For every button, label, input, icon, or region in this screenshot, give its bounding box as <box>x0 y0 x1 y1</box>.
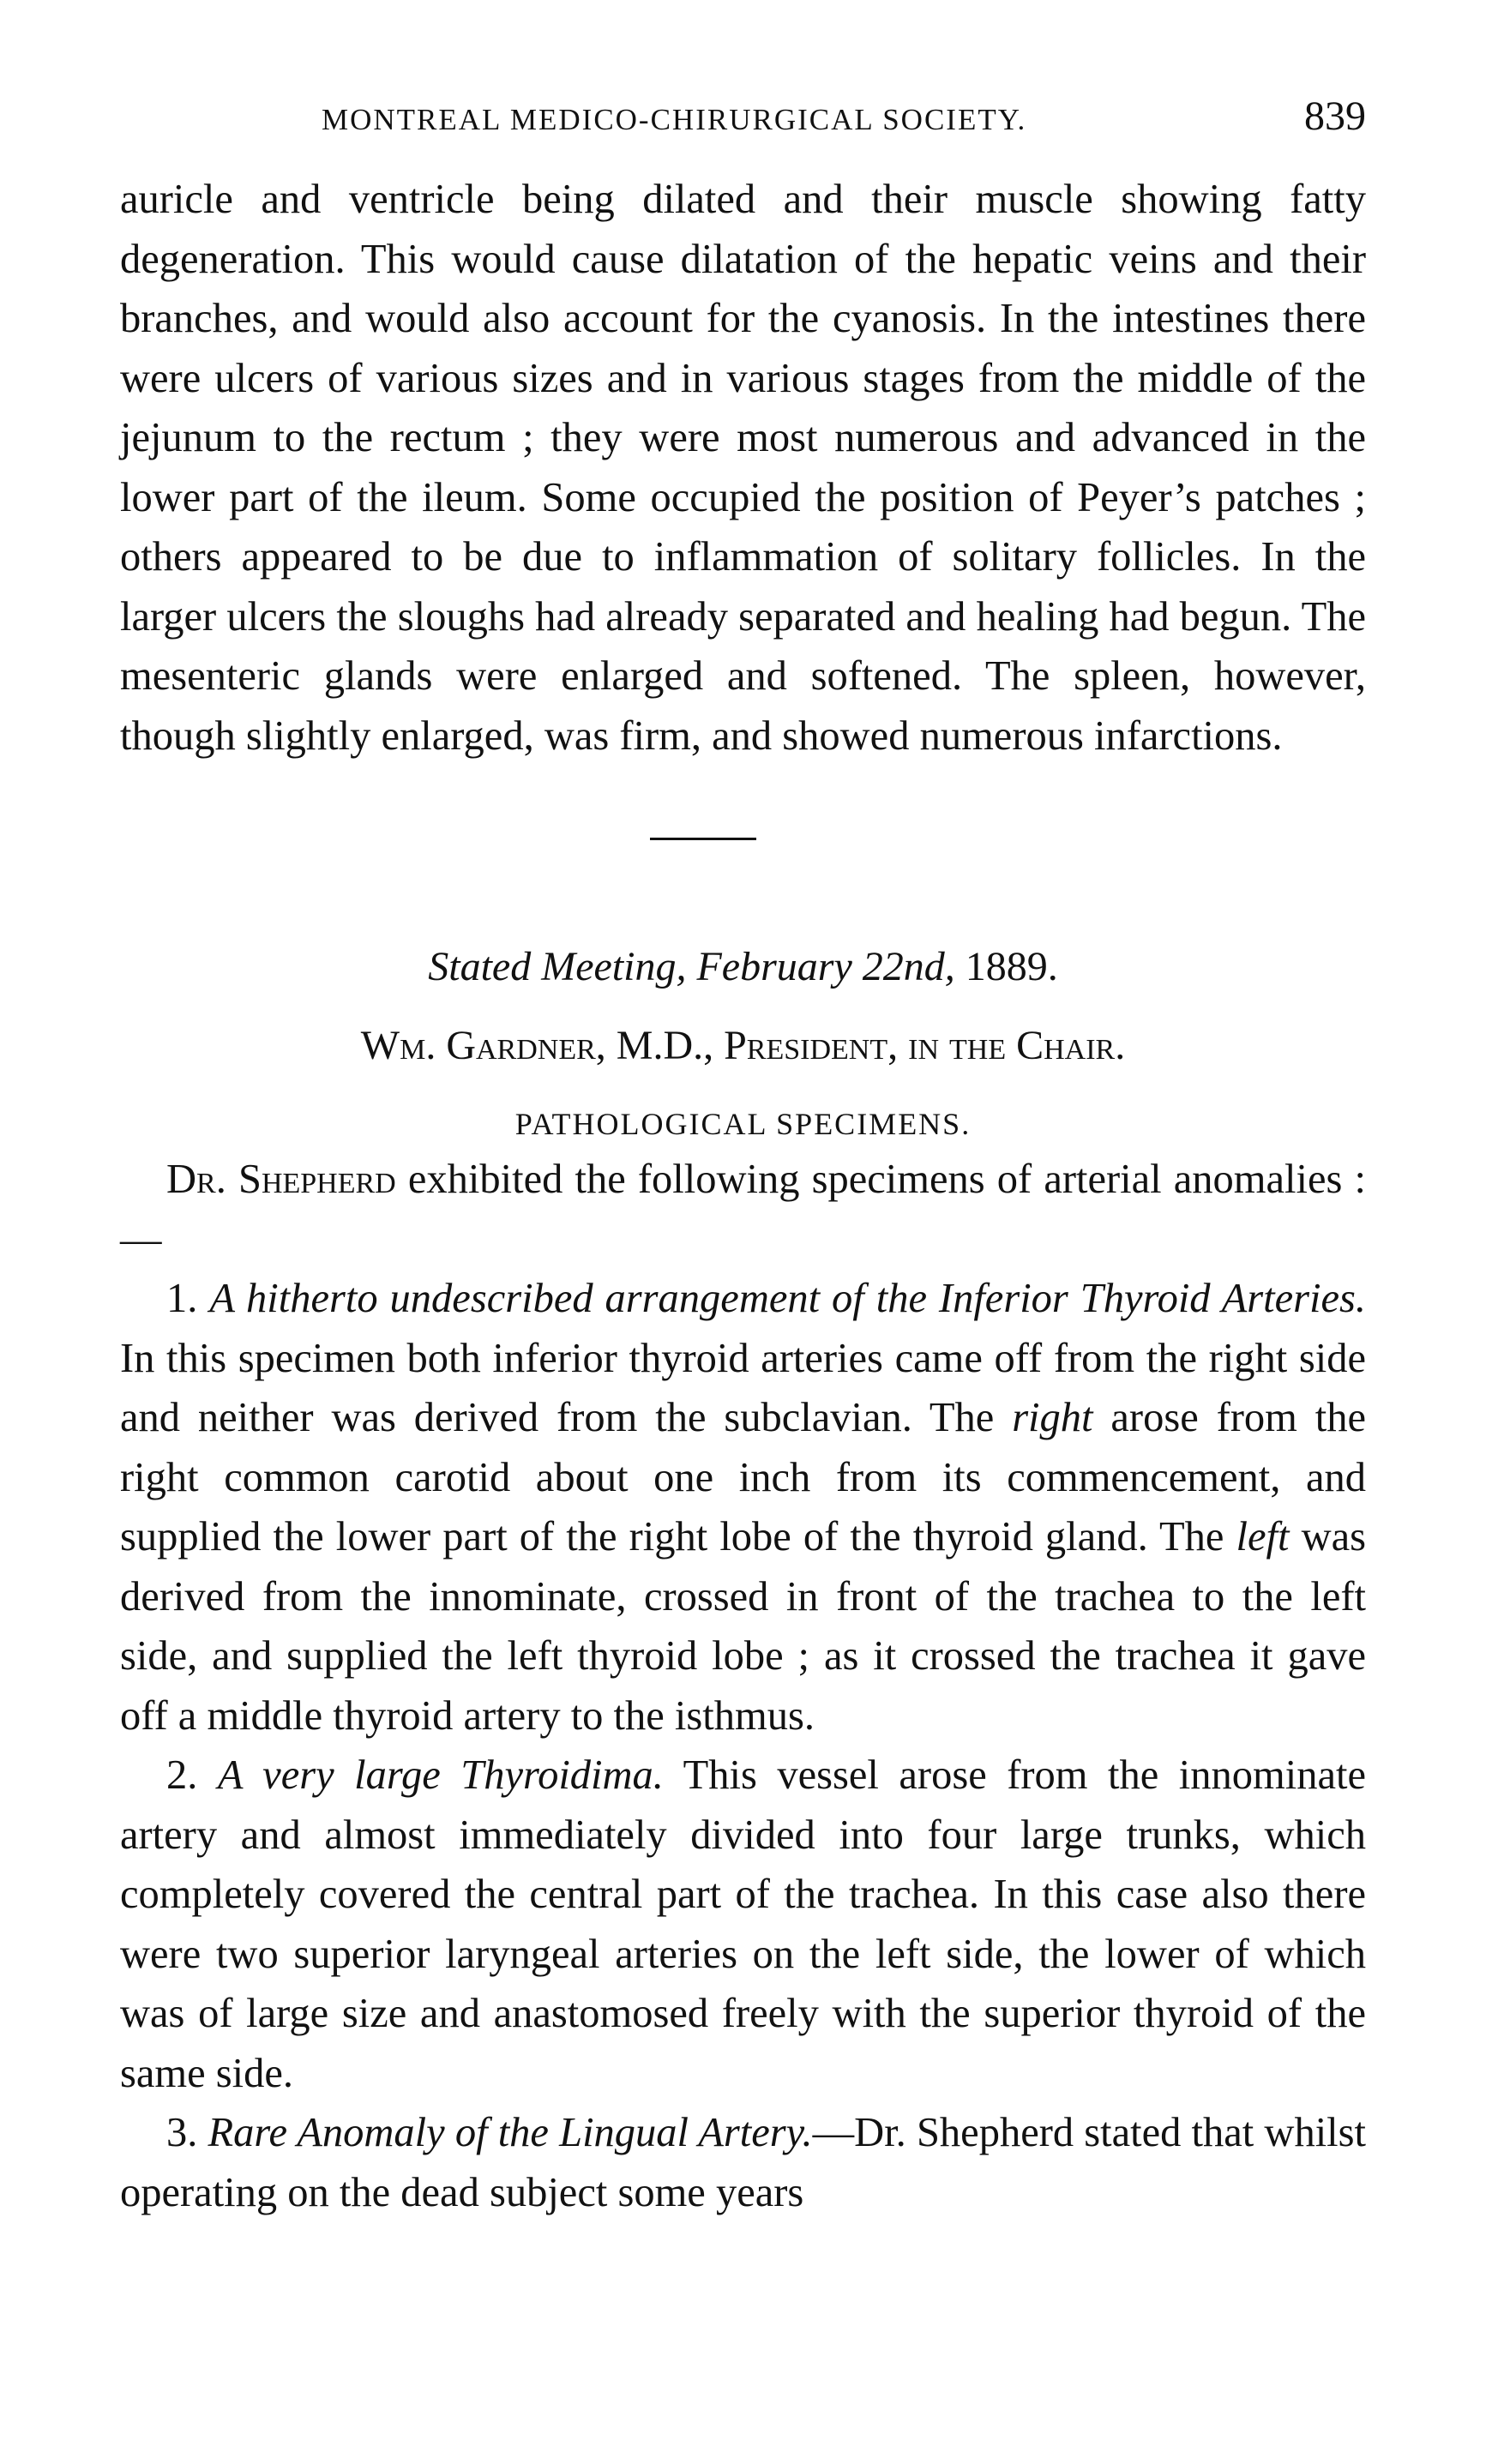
item-text: This vessel arose from the innominate artery and almost immediately divided into four large trunks, which completely covered the central part of the trachea. In this case also there were two superior laryngeal arteries on the left side, the lower of which was of large size and anastomosed freely with the superior thyroid of the same side. <box>120 1752 1367 2096</box>
item-title: A very large Thyroidima. <box>217 1752 664 1798</box>
divider-rule <box>650 838 756 840</box>
meeting-heading <box>120 937 1366 997</box>
meeting-year: 1889. <box>965 944 1058 989</box>
item-text: In this specimen both inferior thyroid arteries came off from the right side and neither was derived from the subclavian. The <box>120 1335 1366 1440</box>
item-text: —Dr. Shepherd stated that whilst operating on the dead subject some years <box>120 2110 1367 2215</box>
section-divider <box>120 766 1366 937</box>
item-number: 2. <box>166 1752 198 1798</box>
item-emphasis-left: left <box>1236 1514 1290 1560</box>
running-head: MONTREAL MEDICO-CHIRURGICAL SOCIETY. <box>322 103 1027 136</box>
item-number: 3. <box>166 2110 198 2155</box>
page-header <box>120 93 1366 153</box>
section-heading: PATHOLOGICAL SPECIMENS. <box>514 1107 972 1141</box>
specimen-item-3 <box>120 2103 1366 2222</box>
item-emphasis-right: right <box>1012 1395 1093 1440</box>
item-title: A hitherto undescribed arrangement of the Inferior Thyroid Arteries. <box>209 1276 1366 1321</box>
intro-paragraph <box>120 1150 1366 1269</box>
paragraph-continued: auricle and ventricle being dilated and their muscle showing fatty degeneration. This would cause dilatation of the hepatic veins and their branches, and would also account for the cyanosis. In the intestines there were ulcers of various sizes and in various stages from the middle of the jejunum to the rectum ; they were most numerous and advanced in the lower part of the ileum. Some occupied the position of Peyer’s patches ; others appeared to be due to inflammation of solitary follicles. In the larger ulcers the sloughs had already separated and healing had begun. The mesenteric glands were enlarged and softened. The spleen, however, though slightly enlarged, was firm, and showed numerous infarctions. <box>120 177 1366 759</box>
text-column <box>120 93 1366 2222</box>
presenter-name: Dr. Shepherd <box>166 1157 396 1202</box>
item-text: was derived from the innominate, crossed in front of the trachea to the left side, and supplied the left thyroid lobe ; as it crossed the trachea it gave off a middle thyroid artery to the isthmus. <box>120 1514 1367 1739</box>
item-title: Rare Anomaly of the Lingual Artery. <box>208 2110 813 2155</box>
page-number: 839 <box>1304 93 1366 139</box>
chair-line: Wm. Gardner, M.D., President, in the Chair. <box>360 1023 1126 1068</box>
item-text: arose from the right common carotid about one inch from its commencement, and supplied the lower part of the right lobe of the thyroid gland. The <box>120 1395 1367 1560</box>
specimen-item-2 <box>120 1746 1366 2103</box>
item-number: 1. <box>166 1276 198 1321</box>
meeting-heading-text: Stated Meeting, February 22nd, <box>428 944 955 989</box>
specimen-item-1 <box>120 1269 1366 1746</box>
intro-text: exhibited the following specimens of arterial anomalies :— <box>120 1157 1367 1262</box>
